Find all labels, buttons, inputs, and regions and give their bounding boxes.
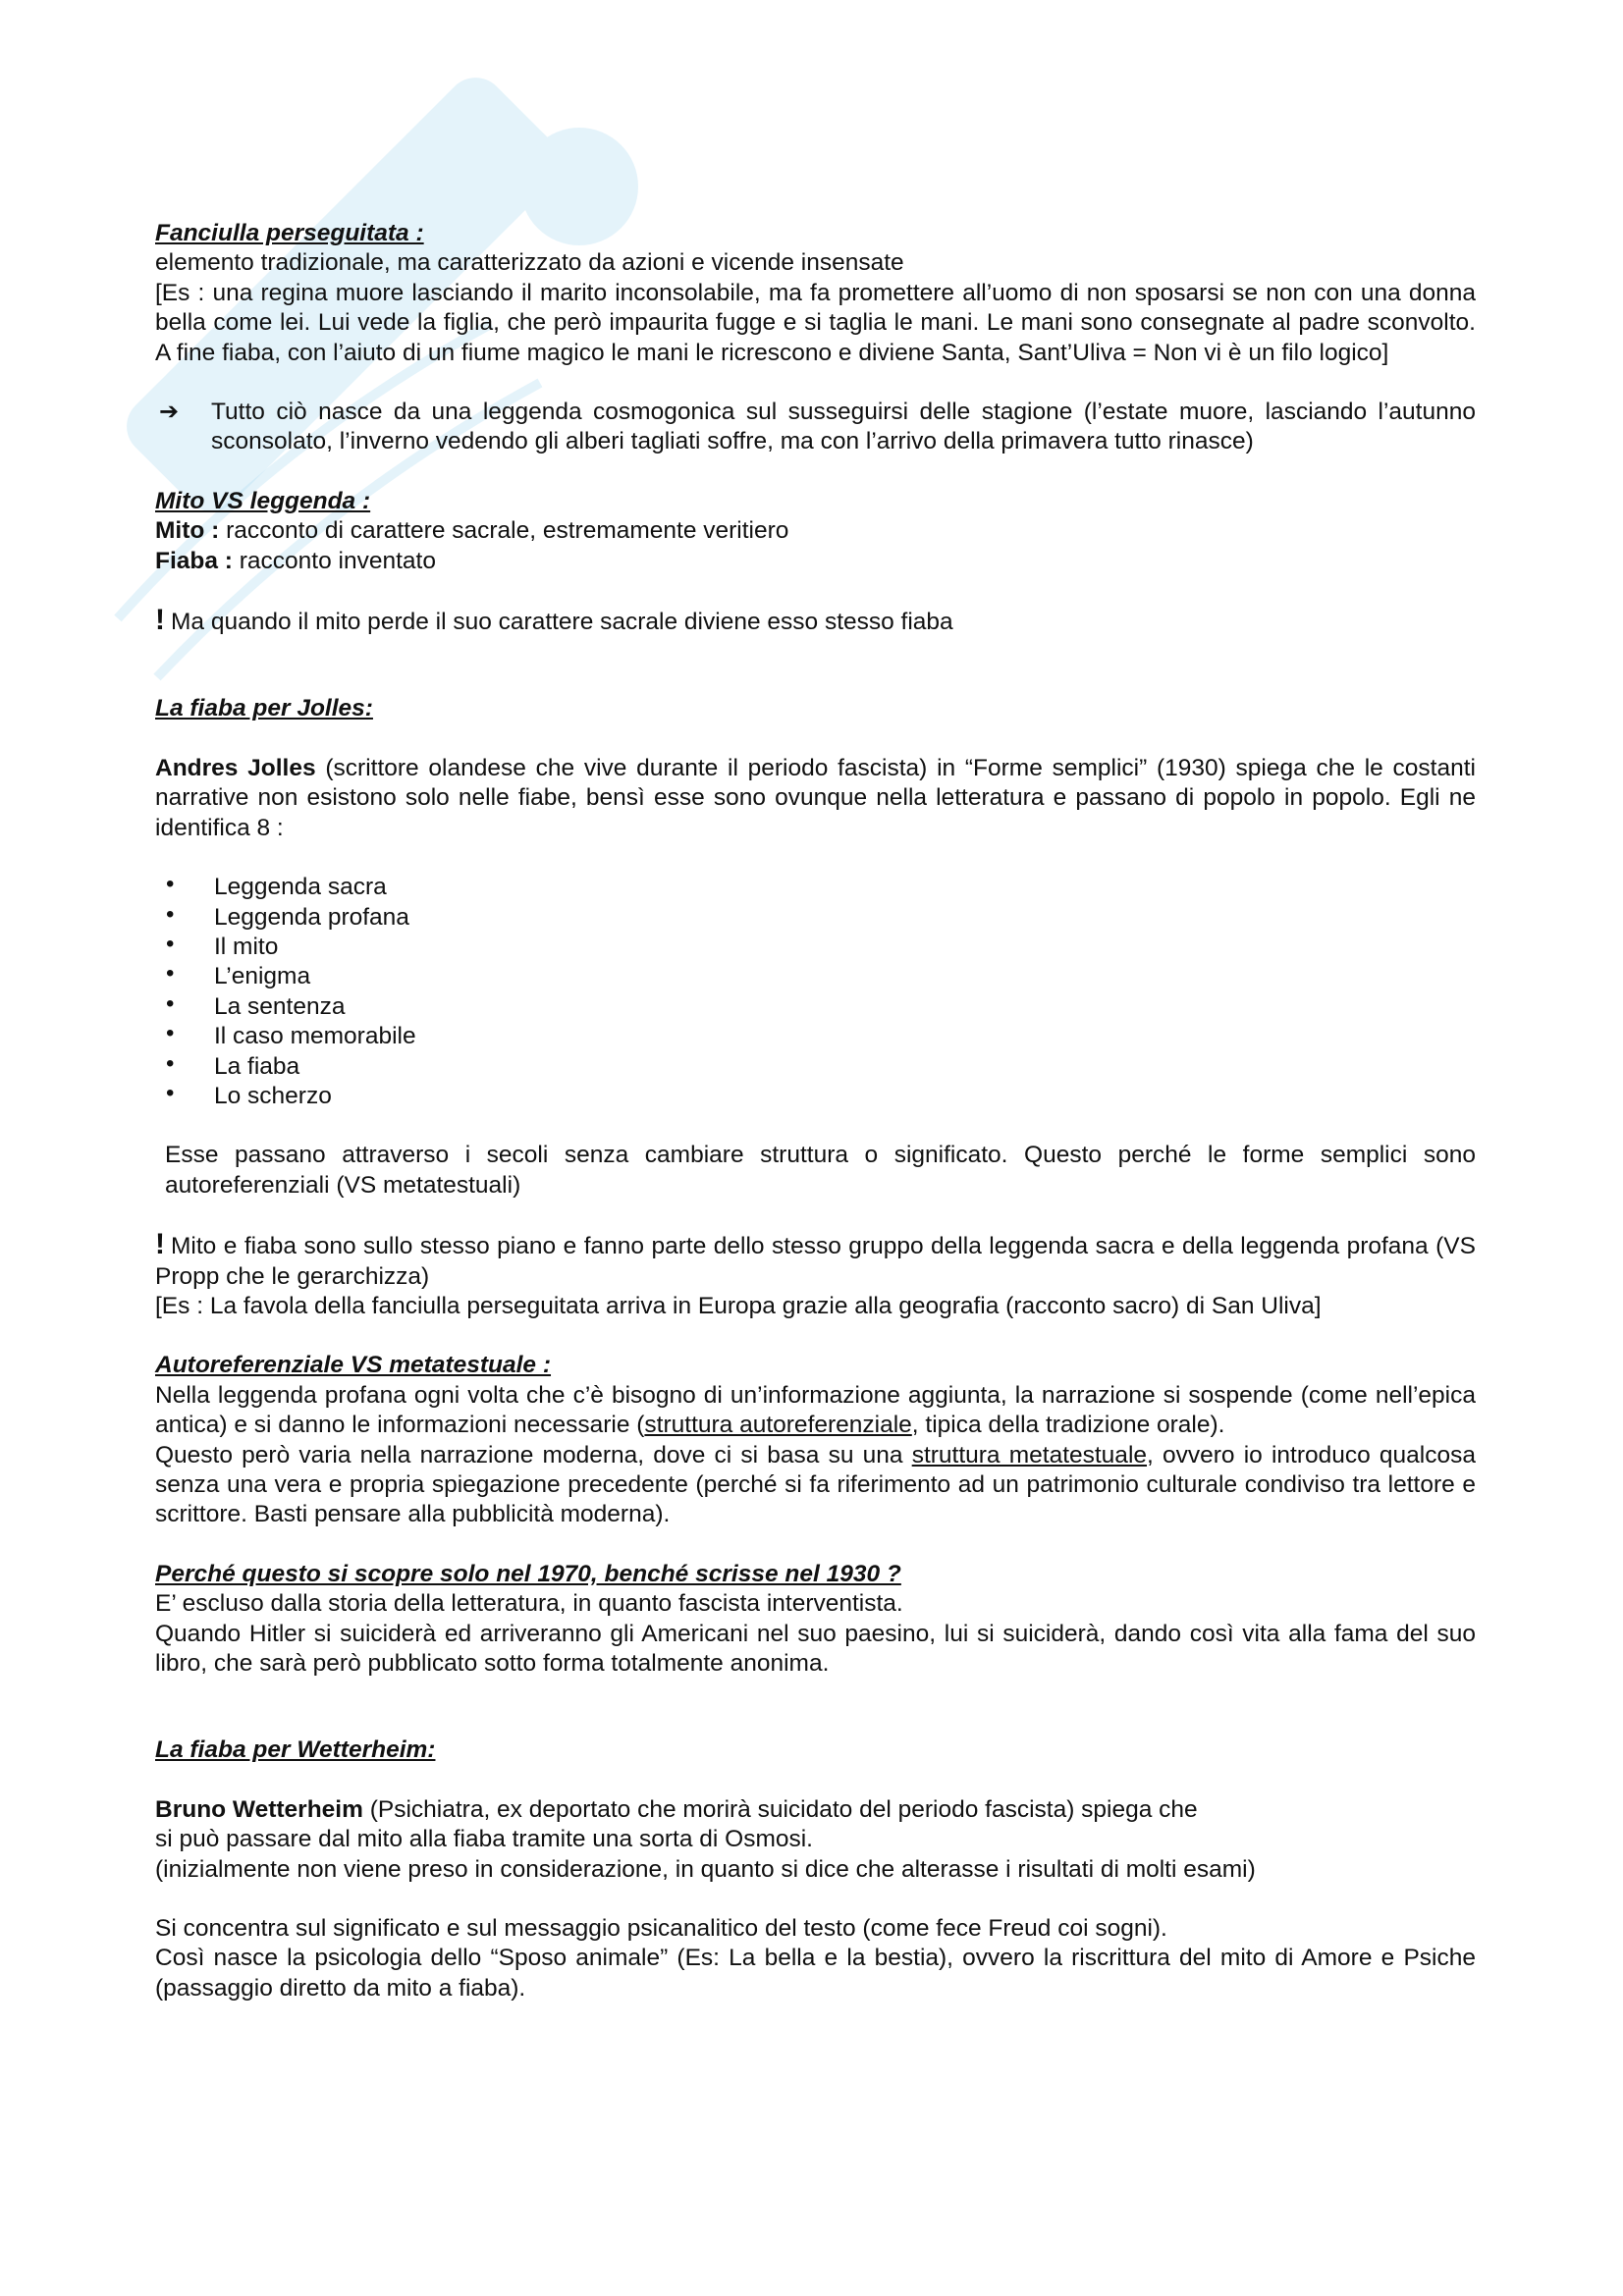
text-fiaba: racconto inventato bbox=[232, 547, 436, 574]
exclamation-note bbox=[155, 606, 1476, 637]
bullet-icon: • bbox=[166, 900, 175, 928]
paragraph: (inizialmente non viene preso in considerazione, in quanto si dice che alterasse i risultati di molti esami) bbox=[155, 1855, 1256, 1883]
list-item: • Il caso memorabile bbox=[166, 1020, 416, 1050]
paragraph-metatestuale: Questo però varia nella narrazione moderna, dove ci si basa su una struttura metatestuale, ovvero io introduco qualcosa senza una vera e propria spiegazione precedente (perché si fa riferimento ad un patrimonio culturale condiviso tra lettore e scrittore. Basti pensare alla pubblicità moderna). bbox=[155, 1441, 1476, 1528]
arrow-icon: ➔ bbox=[159, 399, 180, 426]
bullet-icon: • bbox=[166, 989, 175, 1017]
heading-mito-leggenda: Mito VS leggenda : bbox=[155, 487, 371, 514]
exclamation-icon: ! bbox=[155, 1228, 165, 1261]
list-item: • Leggenda sacra bbox=[166, 871, 387, 901]
heading-fanciulla: Fanciulla perseguitata : bbox=[155, 220, 424, 246]
example-paragraph: [Es : una regina muore lasciando il marito inconsolabile, ma fa promettere all’uomo di non sposarsi se non con una donna bella come lei. Lui vede la figlia, che però impaurita fugge e si taglia le mani. Le mani sono consegnate al padre sconvolto. A fine fiaba, con l’aiuto di un fiume magico le mani le ricrescono e diviene Santa, Sant’Uliva = Non vi è un filo logico] bbox=[155, 279, 1476, 366]
heading-wetterheim: La fiaba per Wetterheim: bbox=[155, 1736, 436, 1764]
heading-autoreferenziale: Autoreferenziale VS metatestuale : bbox=[155, 1352, 552, 1379]
heading-jolles: La fiaba per Jolles: bbox=[155, 695, 373, 722]
exclamation-note-text: Mito e fiaba sono sullo stesso piano e fanno parte dello stesso gruppo della leggenda sacra e della leggenda profana (VS Propp che le gerarchizza) bbox=[155, 1233, 1476, 1290]
bullet-icon: • bbox=[166, 871, 175, 898]
list-item: • L’enigma bbox=[166, 960, 311, 990]
author-jolles: Andres Jolles bbox=[155, 754, 316, 781]
document-body bbox=[155, 219, 1476, 2003]
jolles-intro-text: (scrittore olandese che vive durante il periodo fascista) in “Forme semplici” (1930) spiega che le costanti narrative non esistono solo nelle fiabe, bensì esse sono ovunque nella letteratura e passano di popolo in popolo. Egli ne identifica 8 : bbox=[155, 754, 1476, 841]
heading-perche-1970: Perché questo si scopre solo nel 1970, benché scrisse nel 1930 ? bbox=[155, 1560, 901, 1587]
term-autoreferenziale: struttura autoreferenziale bbox=[644, 1412, 912, 1439]
definition-fiaba bbox=[155, 547, 1476, 576]
paragraph-autoreferenziale: Nella leggenda profana ogni volta che c’è bisogno di un’informazione aggiunta, la narrazione si sospende (come nell’epica antica) e si danno le informazioni necessarie (struttura autoreferenziale, tipica della tradizione orale). bbox=[155, 1381, 1476, 1439]
exclamation-icon: ! bbox=[155, 604, 165, 637]
paragraph: Si concentra sul significato e sul messaggio psicanalitico del testo (come fece Freud coi sogni). bbox=[155, 1915, 1167, 1943]
bullet-icon: • bbox=[166, 1079, 175, 1106]
label-mito: Mito : bbox=[155, 517, 220, 545]
paragraph: Così nasce la psicologia dello “Sposo animale” (Es: La bella e la bestia), ovvero la riscrittura del mito di Amore e Psiche (passaggio diretto da mito a fiaba). bbox=[155, 1945, 1476, 2002]
term-metatestuale: struttura metatestuale bbox=[911, 1441, 1148, 1468]
jolles-intro bbox=[155, 754, 1476, 843]
forme-list bbox=[155, 873, 1476, 1111]
list-item: • Lo scherzo bbox=[166, 1079, 332, 1109]
forme-summary: Esse passano attraverso i secoli senza cambiare struttura o significato. Questo perché le forme semplici sono autoreferenziali (VS metatestuali) bbox=[165, 1142, 1476, 1199]
bullet-icon: • bbox=[166, 1049, 175, 1077]
example-paragraph: [Es : La favola della fanciulla perseguitata arriva in Europa grazie alla geografia (racconto sacro) di San Uliva] bbox=[155, 1292, 1322, 1319]
exclamation-note bbox=[155, 1230, 1476, 1292]
paragraph: Quando Hitler si suiciderà ed arriveranno gli Americani nel suo paesino, lui si suiciderà, dando così vita alla fama del suo libro, che sarà però pubblicato sotto forma totalmente anonima. bbox=[155, 1620, 1476, 1678]
bullet-icon: • bbox=[166, 930, 175, 957]
text-mito: racconto di carattere sacrale, estremamente veritiero bbox=[219, 517, 789, 545]
paragraph: E’ escluso dalla storia della letteratura, in quanto fascista interventista. bbox=[155, 1590, 903, 1618]
label-fiaba: Fiaba : bbox=[155, 547, 233, 574]
paragraph: elemento tradizionale, ma caratterizzato da azioni e vicende insensate bbox=[155, 249, 904, 277]
list-item: • Leggenda profana bbox=[166, 900, 409, 931]
list-item: • Il mito bbox=[166, 930, 279, 960]
list-item: • La fiaba bbox=[166, 1049, 300, 1080]
exclamation-note-text: Ma quando il mito perde il suo carattere sacrale diviene esso stesso fiaba bbox=[171, 609, 953, 636]
author-wetterheim: Bruno Wetterheim bbox=[155, 1795, 363, 1823]
bullet-icon: • bbox=[166, 1020, 175, 1047]
definition-mito bbox=[155, 516, 1476, 546]
wetterheim-intro: Bruno Wetterheim (Psichiatra, ex deportato che morirà suicidato del periodo fascista) spiega che bbox=[155, 1795, 1198, 1823]
bullet-icon: • bbox=[166, 960, 175, 988]
arrow-note-text: Tutto ciò nasce da una leggenda cosmogonica sul susseguirsi delle stagione (l’estate muore, lasciando l’autunno sconsolato, l’inverno vedendo gli alberi tagliati soffre, ma con l’arrivo della primavera tutto rinasce) bbox=[211, 399, 1476, 455]
list-item: • La sentenza bbox=[166, 989, 346, 1020]
paragraph: si può passare dal mito alla fiaba tramite una sorta di Osmosi. bbox=[155, 1826, 813, 1853]
arrow-note bbox=[159, 398, 1476, 457]
